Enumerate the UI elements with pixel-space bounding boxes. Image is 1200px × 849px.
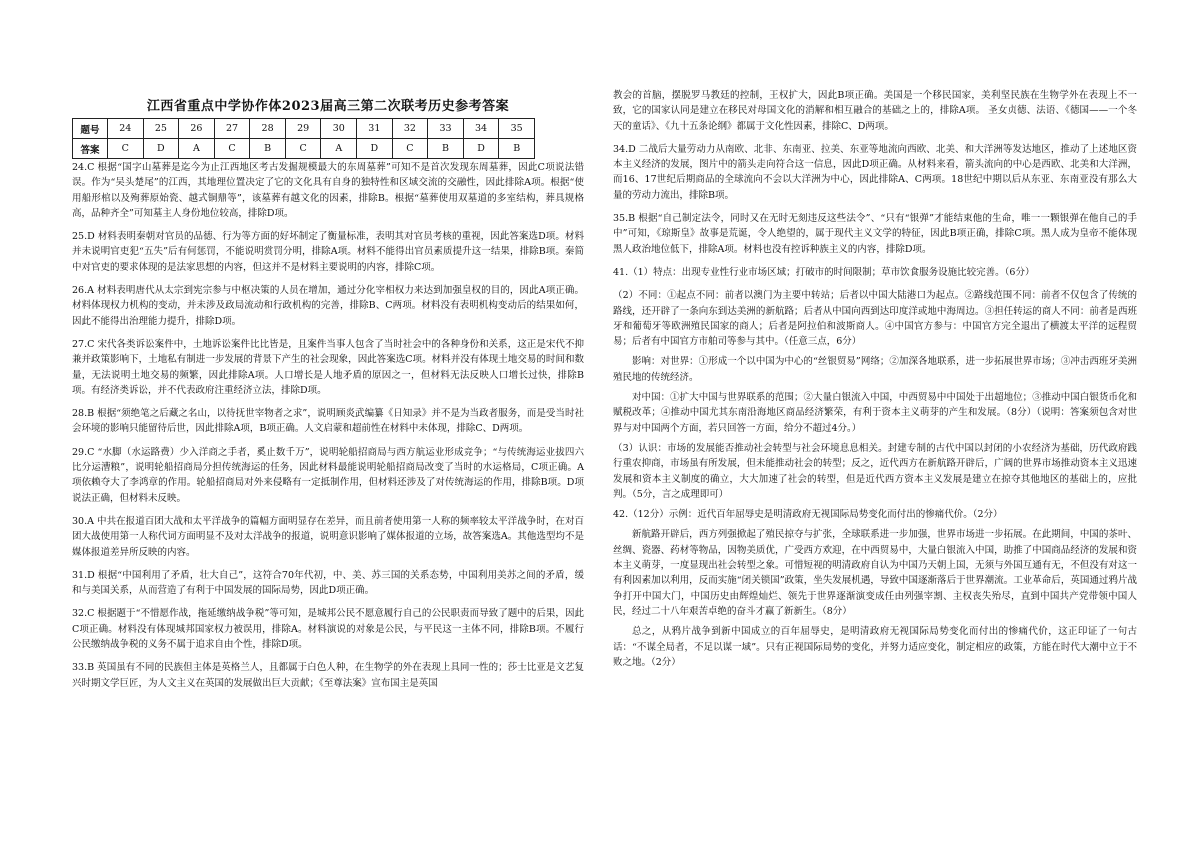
answer-letter: D [143, 139, 179, 159]
answer-letter: B [499, 139, 535, 159]
answer-explanation-26: 26.A 材料表明唐代从太宗到宪宗参与中枢决策的人员在增加，通过分化宰相权力来达到加强皇权的目的，因此A项正确。材料体现权力机构的变动，并未涉及政局流动和行政机构的完善，排除B、C两项。材料没有表明机构变动后的结果如何，因此不能得出治理能力提升，排除D项。 [72, 285, 584, 327]
question-number: 27 [214, 119, 250, 139]
answer-letter: A [179, 139, 215, 159]
question-number: 24 [108, 119, 144, 139]
answer-explanation-24: 24.C 根据“国字山墓葬是迄今为止江西地区考古发掘规模最大的东周墓葬”可知不是首次发现东周墓葬，因此C项说法错误。作为“吴头楚尾”的江西，其地理位置决定了它的文化具有自身的独特性和区域交流的交融性，因此排除A项。根据“使用船形棺以及殉葬原始瓷、越式铜鼎等”，该墓葬有越文化的因素，排除B。根据“墓葬使用双墓道的多室结构，葬具规格高，品种齐全”可知墓主人身份地位较高，排除D项。 [72, 162, 584, 219]
answer-letter: D [357, 139, 393, 159]
question-number: 32 [392, 119, 428, 139]
answer-key-table [72, 118, 535, 159]
answer-explanation-34: 34.D 二战后大量劳动力从南欧、北非、东南亚、拉美、东亚等地流向西欧、北美、和大洋洲等发达地区，推动了上述地区资本主义经济的发展，图片中的箭头走向符合这一信息，因此D项正确。从材料来看，箭头流向的中心是西欧、北美和大洋洲，而16、17世纪后期商品的全球流向不会以大洋洲为中心，因此排除A、C两项。18世纪中期以后从东亚、东南亚没有那么大量的劳动力流出，排除B项。 [613, 143, 1137, 201]
question-number: 31 [357, 119, 393, 139]
answer-explanation-31: 31.D 根据“中国利用了矛盾，壮大自己”，这符合70年代初，中、美、苏三国的关系态势，中国利用美苏之间的矛盾，缓和与美国关系，从而营造了有利于中国发展的国际局势，因此D项正确。 [72, 569, 584, 597]
row-label-number: 题号 [73, 119, 108, 139]
answer-41-part1: 41.（1）特点：出现专业性行业市场区域；打破市的时间限制；草市饮食服务设施比较完善。（6分） [613, 266, 1035, 278]
question-number: 28 [250, 119, 286, 139]
answer-explanation-32: 32.C 根据题于“不惜愿作战，拖延缴纳战争税”等可知，是城邦公民不愿意履行自己的公民职责而导致了题中的后果，因此C项正确。材料没有体现城邦国家权力被误用，排除A。材料演说的对象是公民，与平民这一主体不同，排除B项。不履行公民缴纳战争税的义务不属于追求自由个性，排除D项。 [72, 608, 584, 651]
answer-42-thesis: 42.（12分）示例：近代百年屈辱史是明清政府无视国际局势变化而付出的惨痛代价。（2分） [613, 509, 1003, 521]
answer-41-part3: （3）认识：市场的发展能否推动社会转型与社会环境息息相关。封建专制的古代中国以封闭的小农经济为基础，历代政府践行重农抑商，市场虽有所发展，但未能推动社会的转型；反之，近代西方在新航路开辟后，广阔的世界市场推动资本主义迅速发展和资本主义制度的确立，大大加速了社会的转型，但是近代西方资本主义发展是建立在掠夺其他地区的基础上的，应批判。（5分，言之成理即可） [613, 442, 1137, 500]
answer-explanation-35: 35.B 根据“自己制定法令，同时又在无时无刻违反这些法令”、“只有“银弹”才能结束他的生命，唯一一颗银弹在他自己的手中”可知，《琼斯皇》故事是荒诞，令人绝望的，属于现代主义文学的特征，因此B项正确，排除C项。黑人成为皇帝不能体现黑人政治地位低下，排除A项。材料也没有控诉种族主义的内容，排除D项。 [613, 213, 1137, 255]
answer-42-body: 新航路开辟后，西方列强掀起了殖民掠夺与扩张，全球联系进一步加强，世界市场进一步拓展。在此期间，中国的茶叶、丝绸、瓷器、药材等物品，因物美质优，广受西方欢迎，在中西贸易中，大量白银流入中国，助推了中国商品经济的发展和资本主义萌芽，一度显现出社会转型之象。可惜短视的明清政府自认为中国乃天朝上国，无须与外国互通有无，不但没有对这一有利因素加以利用，反而实施“闭关锁国”政策，坐失发展机遇，导致中国逐渐落后于世界潮流。工业革命后，英国通过鸦片战争打开中国大门，中国历史由辉煌灿烂、领先于世界逐渐演变成任由列强宰割、主权丧失殆尽，直到中国共产党带领中国人民，经过二十八年艰苦卓绝的奋斗才赢了新新生。（8分） [613, 529, 1137, 617]
answer-letter: C [214, 139, 250, 159]
answer-explanation-33: 33.B 英国虽有不同的民族但主体是英格兰人，且都属于白色人种，在生物学的外在表现上具同一性的；莎士比亚是文艺复兴时期文学巨匠，为人文主义在英国的发展做出巨大贡献；《至尊法案》宣布国主是英国 [72, 662, 584, 689]
question-number: 35 [499, 119, 535, 139]
question-number: 29 [285, 119, 321, 139]
answer-explanation-28: 28.B 根据“须绝笔之后藏之名山，以待抚世宰物者之求”，说明顾炎武编纂《日知录》并不是为当政者服务，而是受当时社会环境的影响只能留待后世，因此排除A项，B项正确。人文启蒙和超前性在材料中未体现，排除C、D两项。 [72, 408, 584, 435]
question-number: 34 [463, 119, 499, 139]
answer-explanation-25: 25.D 材料表明秦朝对官员的品德、行为等方面的好坏制定了衡量标准，表明其对官员考核的重视，因此答案选D项。材料并未说明官吏犯“五失”后有何惩罚，不能说明赏罚分明，排除A项。材料不能得出官员素质提升这一结果，排除B项。秦简中对官吏的要求体现的是法家思想的内容，但这并不是材料主要说明的内容，排除C项。 [72, 231, 584, 273]
document-title: 江西省重点中学协作体2023届高三第二次联考历史参考答案 [146, 99, 510, 114]
left-column [72, 160, 584, 696]
question-number: 25 [143, 119, 179, 139]
answer-letter: B [250, 139, 286, 159]
question-number: 30 [321, 119, 357, 139]
answer-explanation-29: 29.C “水脚（水运路费）少入洋商之手者，奚止数千万”，说明轮船招商局与西方航运业形成竞争；“与传统海运业拔四六比分运漕粮”，说明轮船招商局分担传统海运的任务，因此材料最能说明轮船招商局改变了当时的水运格局，C项正确。A项依赖夺大了李鸿章的作用。轮船招商局对外来侵略有一定抵制作用，但材料还涉及了对传统海运的作用，排除B项。D项说法正确，但材料未反映。 [72, 446, 584, 504]
answer-letter: C [108, 139, 144, 159]
answer-letter: A [321, 139, 357, 159]
answer-41-impact-world: 影响：对世界：①形成一个以中国为中心的“丝银贸易”网络；②加深各地联系，进一步拓展世界市场；③冲击西班牙美洲殖民地的传统经济。 [613, 356, 1137, 383]
answer-letter: D [463, 139, 499, 159]
row-label-answer: 答案 [73, 139, 108, 159]
question-number: 26 [179, 119, 215, 139]
answer-41-impact-china: 对中国：①扩大中国与世界联系的范围；②大量白银流入中国，中西贸易中中国处于出超地位；③推动中国白银货币化和赋税改革；④推动中国尤其东南沿海地区商品经济繁荣，有利于资本主义萌芽的产生和发展。（8分）（说明：答案须包含对世界与对中国两个方面，若只回答一方面，给分不超过4分。） [613, 392, 1137, 434]
answer-explanation-33-cont: 教会的首脑，摆脱罗马教廷的控制，王权扩大，因此B项正确。美国是一个移民国家，美利坚民族在生物学外在表现上不一致，它的国家认同是建立在移民对母国文化的消解和相互融合的基础之上的，排除A项。 圣女贞德、法语、《德国——一个冬天的童话》、《九十五条论纲》都属于文化性因素，排除C、D两项。 [613, 90, 1137, 132]
answer-42-conclusion: 总之，从鸦片战争到新中国成立的百年屈辱史，是明清政府无视国际局势变化而付出的惨痛代价，这正印证了一句古话：“不谋全局者，不足以谋一域”。只有正视国际局势的变化，并努力适应变化，制定相应的政策，方能在时代大潮中立于不败之地。（2分） [613, 626, 1137, 668]
answer-explanation-27: 27.C 宋代各类诉讼案件中，土地诉讼案件比比皆是，且案件当事人包含了当时社会中的各种身份和关系，这正是宋代不抑兼并政策影响下，土地私有制进一步发展的背景下产生的社会现象，因此答案选C项。材料并没有体现土地交易的时间和数量，无法说明土地交易的频繁，因此排除A项。人口增长是人地矛盾的原因之一，但材料无法反映人口增长过快，排除B项。有经济类诉讼，并不代表政府注重经济立法，排除D项。 [72, 338, 584, 396]
answer-letter: C [285, 139, 321, 159]
answer-letter: C [392, 139, 428, 159]
answer-explanation-30: 30.A 中共在报道百团大战和太平洋战争的篇幅方面明显存在差异，而且前者使用第一人称的频率较太平洋战争时，在对百团大战使用第一人称代词方面明显不及对太洋战争的报道，说明意识影响了媒体报道的立场，故答案选A。其他选型均不是媒体报道差异所反映的内容。 [72, 515, 584, 558]
question-number: 33 [428, 119, 464, 139]
answer-letter: B [428, 139, 464, 159]
answer-row [73, 139, 535, 159]
question-number-row [73, 119, 535, 139]
answer-41-part2: （2）不同：①起点不同：前者以澳门为主要中转站；后者以中国大陆港口为起点。②路线范围不同：前者不仅包含了传统的路线，还开辟了一条向东到达美洲的新航路；后者从中国向西到达印度洋或地中海周边。③担任转运的商人不同：前者是西班牙和葡萄牙等欧洲殖民国家的商人；后者是阿拉伯和波斯商人。④中国官方参与：中国官方完全退出了横渡太平洋的远程贸易；后者有中国官方市舶司等参与其中。（任意三点，6分） [613, 290, 1137, 348]
right-column [613, 88, 1137, 675]
